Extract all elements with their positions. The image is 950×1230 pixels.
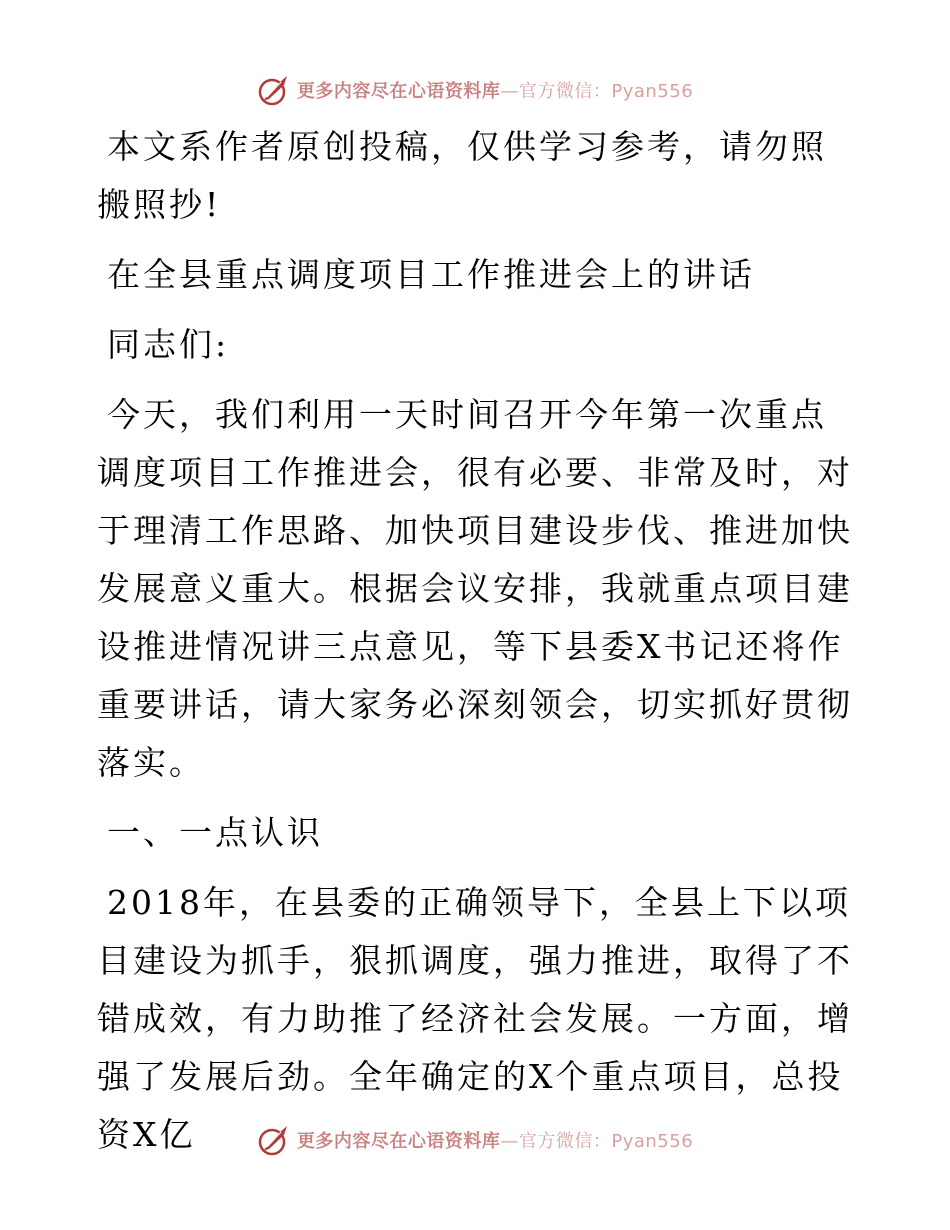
section-paragraph: 2018年，在县委的正确领导下，全县上下以项目建设为抓手，狠抓调度，强力推进，取得了不错成效，有力助推了经济社会发展。一方面，增强了发展后劲。全年确定的X个重点项目，总投资X亿: [97, 883, 853, 1154]
salutation: 同志们:: [107, 325, 230, 364]
quill-logo-icon: [257, 1123, 291, 1157]
intro-paragraph: 今天，我们利用一天时间召开今年第一次重点调度项目工作推进会，很有必要、非常及时，对于理清工作思路、加快项目建设步伐、推进加快发展意义重大。根据会议安排，我就重点项目建设推进情况讲三点意见，等下县委X书记还将作重要讲话，请大家务必深刻领会，切实抓好贯彻落实。: [97, 395, 853, 782]
watermark-wechat: —官方微信：Pyan556: [500, 81, 694, 102]
watermark-text: [297, 77, 693, 103]
watermark-text: [297, 1127, 693, 1153]
watermark-wechat: —官方微信：Pyan556: [500, 1131, 694, 1152]
speech-title: 在全县重点调度项目工作推进会上的讲话: [107, 255, 755, 294]
document-body: [97, 118, 857, 1164]
watermark-brand: 更多内容尽在心语资料库: [296, 81, 501, 102]
quill-logo-icon: [257, 73, 291, 107]
section-heading: 一、一点认识: [107, 813, 323, 852]
copyright-notice: 本文系作者原创投稿，仅供学习参考，请勿照搬照抄!: [97, 127, 827, 224]
watermark-footer: [0, 1120, 950, 1160]
watermark-header: [0, 70, 950, 110]
watermark-brand: 更多内容尽在心语资料库: [296, 1131, 501, 1152]
